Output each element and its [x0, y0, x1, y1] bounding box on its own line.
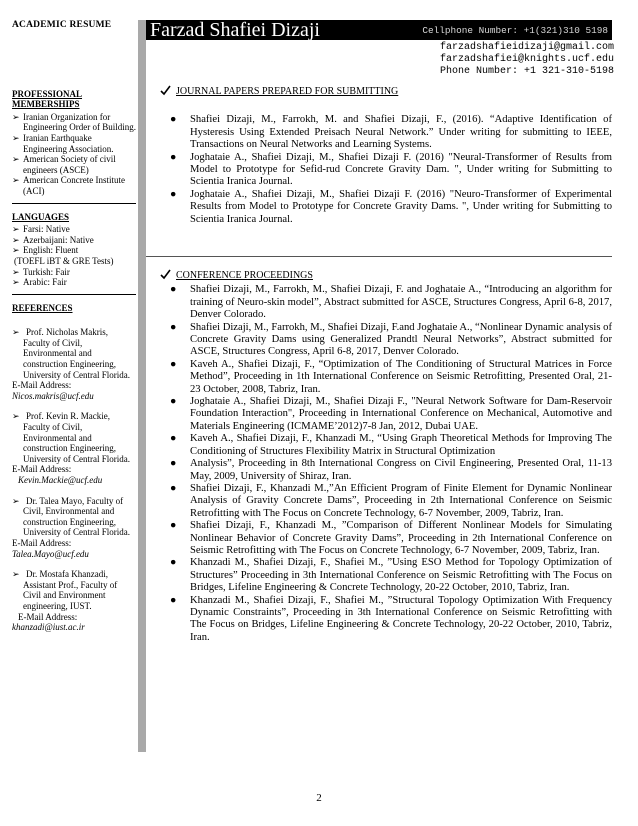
language-item: ➢ Turkish: Fair — [12, 266, 70, 277]
conference-item: ● Shafiei Dizaji, M., Farrokh, M., Shafiei Dizaji, F. and Joghataie A., “Introducing an algorithm for training of Neuro-skin model”, Abstract submitted for ASCE, Structures Congress, April 6-8, 2017, Denver Colorado. — [170, 284, 612, 321]
reference-email: Kevin.Mackie@ucf.edu — [18, 475, 103, 485]
conference-item: ● Shafiei Dizaji, F., Khanzadi M.,”An Efficient Program of Finite Element for Dynamic Nonlinear Analysis of Gravity Concrete Dams”, Proceeding in 2th International Conference on Seismic Retrofitting with The Focus on Concrete Technology, 6-7 November, 2009, Tabriz, Iran. — [170, 482, 612, 519]
bullet-icon: ● — [170, 151, 177, 163]
name-banner — [146, 20, 612, 40]
cellphone-number: Cellphone Number: +1(321)310 5198 — [422, 25, 608, 36]
conference-item: ● Joghataie A., Shafiei Dizaji, M., Shafiei Dizaji F., "Neural Network Software for Dam-Reservoir Foundation Interaction", Proceeding in International Conference on Mechanical, Automotive and Materials Engineering (ICMAME’2012)7-8 Jan, 2012, Dubai UAE. — [170, 396, 612, 432]
email-secondary: farzadshafiei@knights.ucf.edu — [439, 54, 614, 65]
memberships-heading: PROFESSIONAL MEMBERSHIPS — [12, 88, 83, 110]
reference-email: Talea.Mayo@ucf.edu — [12, 548, 89, 559]
reference-email: khanzadi@iust.ac.ir — [12, 622, 85, 633]
bullet-icon: ● — [170, 321, 177, 333]
languages-heading: LANGUAGES — [12, 211, 70, 222]
membership-item: ➢ American Concrete Institute (ACI) — [12, 175, 125, 196]
language-item: ➢ Arabic: Fair — [12, 277, 67, 288]
sidebar-divider — [12, 294, 136, 295]
reference-desc: Prof. Kevin R. Mackie, Faculty of Civil, Environmental and construction Engineering, University of Central Florida. — [23, 411, 130, 464]
bullet-icon: ● — [170, 557, 177, 569]
reference-entry — [12, 496, 136, 560]
page-number: 2 — [316, 792, 322, 804]
reference-email-label: E-Mail Address: — [12, 464, 72, 475]
journal-section — [160, 86, 612, 226]
conference-item: ● Analysis”, Proceeding in 8th International Congress on Civil Engineering, Presented Oral, 11-13 May, 2009, University of Shiraz, Iran. — [170, 458, 612, 482]
applicant-name: Farzad Shafiei Dizaji — [150, 20, 320, 40]
section-divider — [146, 256, 612, 257]
membership-item: ➢ Iranian Organization for Engineering Order of Building. — [12, 111, 136, 133]
language-note: (TOEFL iBT & GRE Tests) — [14, 255, 114, 266]
reference-desc: Dr. Talea Mayo, Faculty of Civil, Environmental and construction Engineering, University of Central Florida. — [23, 495, 130, 538]
reference-entry — [12, 569, 136, 633]
sidebar-divider — [12, 203, 136, 204]
bullet-icon: ● — [170, 433, 177, 445]
arrow-bullet-icon: ➢ — [12, 132, 20, 143]
reference-desc: Prof. Nicholas Makris, Faculty of Civil, Environmental and construction Engineering, University of Central Florida. — [23, 327, 130, 380]
arrow-bullet-icon: ➢ — [12, 495, 20, 506]
arrow-bullet-icon: ➢ — [12, 245, 20, 256]
languages-list — [12, 224, 136, 288]
reference-email-label: E-Mail Address: — [18, 611, 78, 622]
arrow-bullet-icon: ➢ — [12, 277, 20, 288]
reference-entry — [12, 411, 136, 485]
bullet-icon: ● — [170, 594, 177, 606]
arrow-bullet-icon: ➢ — [12, 154, 20, 165]
arrow-bullet-icon: ➢ — [12, 327, 20, 338]
conference-item: ● Shafiei Dizaji, M., Farrokh, M., Shafiei Dizaji, F.and Joghataie A., “Nonlinear Dynamic analysis of Concrete Gravity Dams using Generalized Prandtl Neural Networks”, Abstract submitted for ASCE, Structures Congress, April 6-8, 2017, Denver Colorado. — [170, 321, 612, 358]
phone-number: Phone Number: +1 321-310-5198 — [439, 66, 614, 77]
reference-email-label: E-Mail Address: — [12, 537, 72, 548]
journal-item: ● Joghataie A., Shafiei Dizaji, M., Shafiei Dizaji F. (2016) "Neuro-Transformer of Experimental Results from Model to Prototype for Concrete Gravity Dams. ", Under writing for Submitting to Scientia Iranica Journal. — [170, 188, 612, 225]
conference-heading: CONFERENCE PROCEEDINGS — [160, 270, 612, 282]
reference-email: Nicos.makris@ucf.edu — [12, 390, 94, 401]
membership-item: ➢ American Society of civil engineers (ASCE) — [12, 154, 116, 175]
membership-item: ➢ Iranian Earthquake Engineering Association. — [12, 132, 114, 154]
bullet-icon: ● — [170, 358, 177, 370]
bullet-icon: ● — [170, 520, 177, 532]
conference-item: ● Shafiei Dizaji, F., Khanzadi M., ”Comparison of Different Nonlinear Models for Simulating Nonlinear Behavior of Concrete Gravity Dams”, Proceeding in 2th International Conference on Seismic Retrofitting with The Focus on Concrete Technology, 6-7 November, 2009, Tabriz, Iran. — [170, 520, 612, 556]
contact-info — [440, 42, 614, 78]
arrow-bullet-icon: ➢ — [12, 266, 20, 277]
reference-email-label: E-Mail Address: — [12, 380, 72, 391]
conference-item: ● Kaveh A., Shafiei Dizaji, F., “Optimization of The Conditioning of Structural Matrices in Force Method”, Proceeding in 1th International Conference on Seismic Retrofitting, Presented Oral, 21-23 October, 2008, Tabriz, Iran. — [170, 358, 612, 395]
conference-item: ● Kaveh A., Shafiei Dizaji, F., Khanzadi M., “Using Graph Theoretical Methods for Improving The Conditioning of Structures Flexibility Matrix in Structural Optimization — [170, 433, 612, 457]
conference-section — [160, 270, 612, 644]
journal-item: ● Joghataie A., Shafiei Dizaji, M., Shafiei Dizaji F. (2016) "Neural-Transformer of Results from Model to Prototype for Sefid-rud Concrete Gravity Dam. ", Under writing for Submitting to Scientia Iranica Journal. — [170, 151, 612, 188]
bullet-icon: ● — [170, 396, 177, 408]
bullet-icon: ● — [170, 284, 177, 296]
email-primary: farzadshafieidizaji@gmail.com — [439, 42, 614, 53]
arrow-bullet-icon: ➢ — [12, 411, 20, 422]
arrow-bullet-icon: ➢ — [12, 569, 20, 580]
conference-list — [160, 284, 612, 644]
arrow-bullet-icon: ➢ — [12, 111, 20, 122]
arrow-bullet-icon: ➢ — [12, 234, 20, 245]
bullet-icon: ● — [170, 114, 177, 126]
language-item: ➢ Farsi: Native — [12, 224, 70, 235]
conference-item: ● Khanzadi M., Shafiei Dizaji, F., Shafiei M., ”Using ESO Method for Topology Optimization of Structures” Proceeding in 3th International Conference on Seismic Retrofitting with The Focus on Bridges, Lifeline Engineering & Concrete Technology, 20-22 October, 2010, Tabriz, Iran. — [170, 557, 612, 594]
memberships-list — [12, 112, 136, 197]
arrow-bullet-icon: ➢ — [12, 224, 20, 235]
reference-entry — [12, 327, 136, 401]
bullet-icon: ● — [170, 482, 177, 494]
document-label: ACADEMIC RESUME — [12, 20, 112, 30]
check-icon — [160, 269, 171, 280]
arrow-bullet-icon: ➢ — [12, 175, 20, 186]
reference-desc: Dr. Mostafa Khanzadi, Assistant Prof., Faculty of Civil and Environment engineering, IUST. — [23, 569, 118, 611]
language-item: ➢ English: Fluent — [12, 245, 79, 256]
bullet-icon: ● — [170, 458, 177, 470]
sidebar-rail — [138, 20, 146, 752]
journal-heading: JOURNAL PAPERS PREPARED FOR SUBMITTING — [160, 86, 612, 98]
check-icon — [160, 85, 171, 96]
sidebar — [12, 20, 136, 633]
journal-item: ● Shafiei Dizaji, M., Farrokh, M. and Shafiei Dizaji, F., (2016). “Adaptive Identification of Hysteresis Using Extended Preisach Neural Network.” Under writing for submitting to IEEE, Transactions on Neural Networks and Learning Systems. — [170, 114, 612, 151]
bullet-icon: ● — [170, 188, 177, 200]
conference-item: ● Khanzadi M., Shafiei Dizaji, F., Shafiei M., ”Structural Topology Optimization With Frequency Dynamic Constraints”, Proceeding in 3th International Conference on Seismic Retrofitting with The Focus on Bridges, Lifeline Engineering & Concrete Technology, 20-22 October, 2010, Tabriz, Iran. — [170, 594, 612, 643]
journal-list — [160, 114, 612, 226]
language-item: ➢ Azerbaijani: Native — [12, 234, 94, 245]
references-heading: REFERENCES — [12, 302, 73, 313]
